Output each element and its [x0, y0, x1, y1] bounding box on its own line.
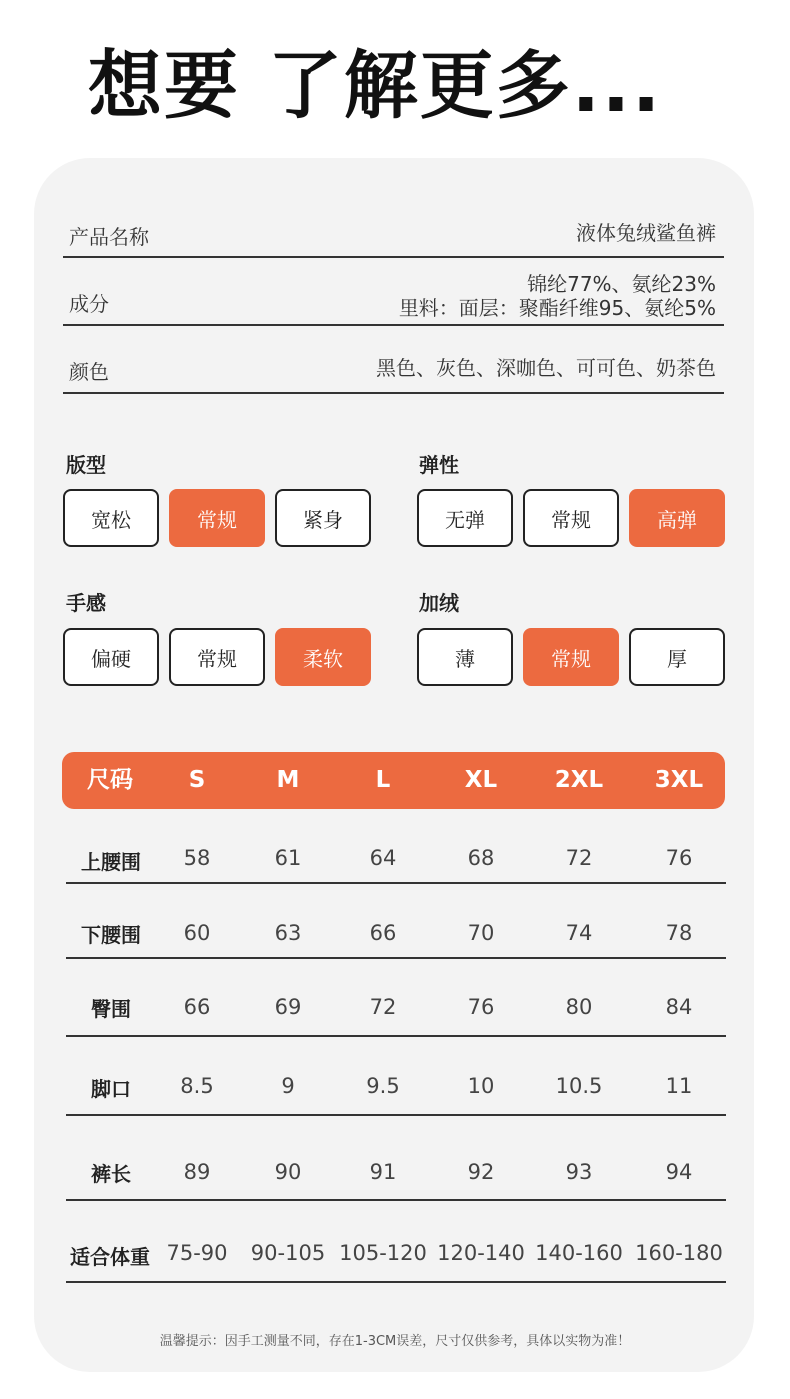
table-cell: 74: [565, 921, 593, 945]
table-row: [66, 1116, 726, 1201]
info-label: 颜色: [69, 360, 109, 384]
row-label: 下腰围: [81, 923, 141, 947]
table-cell: 84: [665, 995, 693, 1019]
table-cell: 89: [183, 1160, 211, 1184]
table-cell: 63: [274, 921, 302, 945]
table-row: [66, 884, 726, 959]
table-cell: 72: [565, 846, 593, 870]
row-label: 裤长: [91, 1162, 131, 1186]
info-label: 产品名称: [69, 225, 149, 249]
table-row: [66, 834, 726, 884]
row-label: 脚口: [91, 1077, 131, 1101]
option-fit-loose[interactable]: 宽松: [63, 489, 159, 547]
size-header-xl: XL: [464, 767, 498, 793]
table-cell: 140-160: [535, 1241, 623, 1265]
table-cell: 90: [274, 1160, 302, 1184]
table-cell: 76: [665, 846, 693, 870]
info-value-line-2: 里料：面层：聚酯纤维95、氨纶5%: [398, 296, 716, 320]
option-feel-soft[interactable]: 柔软: [275, 628, 371, 686]
size-table-header: [62, 752, 725, 809]
info-value: 黑色、灰色、深咖色、可可色、奶茶色: [376, 356, 716, 380]
table-row: [66, 1037, 726, 1116]
attr-title-fleece: 加绒: [419, 591, 459, 615]
table-cell: 78: [665, 921, 693, 945]
table-cell: 70: [467, 921, 495, 945]
table-cell: 105-120: [339, 1241, 427, 1265]
table-cell: 10: [467, 1074, 495, 1098]
attr-title-fit: 版型: [66, 453, 106, 477]
size-header-label: 尺码: [87, 767, 133, 793]
table-cell: 66: [369, 921, 397, 945]
option-feel-stiff[interactable]: 偏硬: [63, 628, 159, 686]
table-cell: 9.5: [366, 1074, 400, 1098]
table-cell: 90-105: [250, 1241, 326, 1265]
size-header-m: M: [276, 767, 300, 793]
table-cell: 75-90: [166, 1241, 228, 1265]
attr-title-feel: 手感: [66, 591, 106, 615]
option-fleece-thin[interactable]: 薄: [417, 628, 513, 686]
size-header-2xl: 2XL: [554, 767, 604, 793]
option-feel-regular[interactable]: 常规: [169, 628, 265, 686]
table-cell: 9: [281, 1074, 295, 1098]
info-label: 成分: [69, 292, 109, 316]
table-cell: 60: [183, 921, 211, 945]
table-cell: 93: [565, 1160, 593, 1184]
table-cell: 76: [467, 995, 495, 1019]
table-cell: 61: [274, 846, 302, 870]
info-row-product-name: [63, 208, 724, 258]
row-label: 上腰围: [81, 850, 141, 874]
table-cell: 10.5: [555, 1074, 603, 1098]
option-fleece-thick[interactable]: 厚: [629, 628, 725, 686]
size-header-l: L: [375, 767, 391, 793]
table-cell: 8.5: [180, 1074, 214, 1098]
table-row: [66, 1201, 726, 1283]
option-elasticity-regular[interactable]: 常规: [523, 489, 619, 547]
row-label: 适合体重: [70, 1245, 150, 1269]
table-cell: 92: [467, 1160, 495, 1184]
attr-title-elasticity: 弹性: [419, 453, 459, 477]
option-fit-regular[interactable]: 常规: [169, 489, 265, 547]
table-row: [66, 959, 726, 1037]
option-fleece-regular[interactable]: 常规: [523, 628, 619, 686]
table-cell: 72: [369, 995, 397, 1019]
table-cell: 94: [665, 1160, 693, 1184]
table-cell: 11: [665, 1074, 693, 1098]
table-cell: 120-140: [437, 1241, 525, 1265]
info-row-colors: [63, 326, 724, 394]
table-cell: 68: [467, 846, 495, 870]
table-cell: 160-180: [635, 1241, 723, 1265]
option-elasticity-none[interactable]: 无弹: [417, 489, 513, 547]
table-cell: 64: [369, 846, 397, 870]
table-cell: 66: [183, 995, 211, 1019]
size-header-3xl: 3XL: [654, 767, 704, 793]
size-header-s: S: [188, 767, 206, 793]
table-cell: 69: [274, 995, 302, 1019]
table-cell: 91: [369, 1160, 397, 1184]
option-elasticity-high[interactable]: 高弹: [629, 489, 725, 547]
option-fit-slim[interactable]: 紧身: [275, 489, 371, 547]
info-value-line-1: 锦纶77%、氨纶23%: [527, 272, 716, 296]
table-cell: 58: [183, 846, 211, 870]
row-label: 臀围: [91, 997, 131, 1021]
measurement-tip: 温馨提示：因手工测量不同，存在1-3CM误差，尺寸仅供参考，具体以实物为准！: [159, 1334, 631, 1349]
table-cell: 80: [565, 995, 593, 1019]
info-value: 液体兔绒鲨鱼裤: [576, 221, 716, 245]
headline: 想要 了解更多...: [88, 43, 663, 129]
info-row-composition: [63, 258, 724, 326]
